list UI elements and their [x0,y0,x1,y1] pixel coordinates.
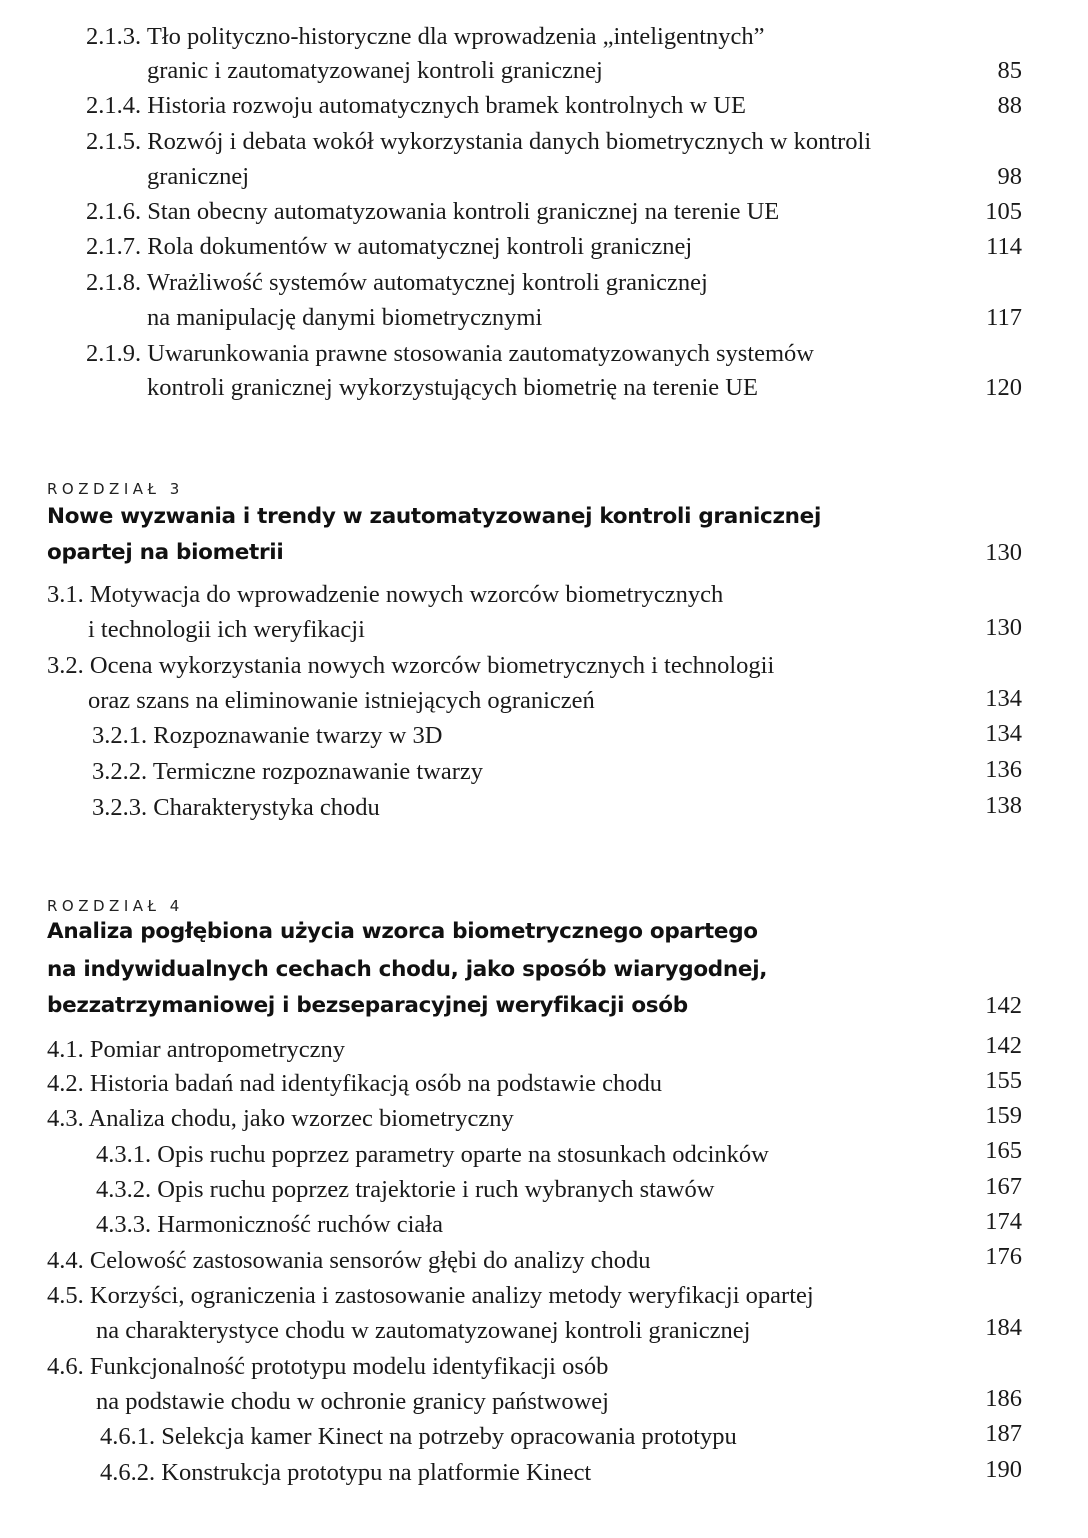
toc-entry-3-2-line-2: oraz szans na eliminowanie istniejących ograniczeń [88,687,595,714]
chapter-4-page: 142 [985,992,1022,1019]
toc-entry-3-2-2-line-1: 3.2.2. Termiczne rozpoznawanie twarzy [92,758,484,785]
toc-entry-4-6-2-page: 190 [985,1456,1022,1483]
toc-entry-3-2-line-1: 3.2. Ocena wykorzystania nowych wzorców biometrycznych i technologii [47,652,775,679]
toc-entry-4-3-page: 159 [985,1102,1022,1129]
toc-entry-3-2-3-line-1: 3.2.3. Charakterystyka chodu [92,794,380,821]
toc-entry-4-5-line-1: 4.5. Korzyści, ograniczenia i zastosowanie analizy metody weryfikacji opartej [47,1282,814,1309]
toc-entry-4-6-line-1: 4.6. Funkcjonalność prototypu modelu identyfikacji osób [47,1353,609,1380]
chapter-4-title-line-3: bezzatrzymaniowej i bezseparacyjnej weryfikacji osób [47,993,688,1018]
toc-entry-2-1-9-line-1: 2.1.9. Uwarunkowania prawne stosowania zautomatyzowanych systemów [86,340,815,367]
toc-entry-4-3-1-line-1: 4.3.1. Opis ruchu poprzez parametry oparte na stosunkach odcinków [96,1141,769,1168]
toc-entry-4-3-2-line-1: 4.3.2. Opis ruchu poprzez trajektorie i ruch wybranych stawów [96,1176,715,1203]
toc-entry-2-1-3-page: 85 [997,57,1022,84]
toc-entry-2-1-8-line-1: 2.1.8. Wrażliwość systemów automatycznej kontroli granicznej [86,269,708,296]
toc-entry-3-1-page: 130 [985,614,1022,641]
chapter-3-page: 130 [985,539,1022,566]
toc-entry-3-2-1-page: 134 [985,720,1022,747]
toc-entry-2-1-9-line-2: kontroli granicznej wykorzystujących biometrię na terenie UE [147,374,758,401]
toc-entry-2-1-3-line-2: granic i zautomatyzowanej kontroli granicznej [147,57,603,84]
toc-entry-4-1-line-1: 4.1. Pomiar antropometryczny [47,1036,346,1063]
toc-entry-2-1-6-page: 105 [985,198,1022,225]
chapter-4-label: ROZDZIAŁ 4 [47,897,184,915]
toc-entry-4-4-page: 176 [985,1243,1022,1270]
toc-entry-2-1-5-line-1: 2.1.5. Rozwój i debata wokół wykorzystania danych biometrycznych w kontroli [86,128,872,155]
toc-entry-4-3-2-page: 167 [985,1173,1022,1200]
toc-entry-2-1-8-page: 117 [986,304,1022,331]
toc-entry-2-1-4-line-1: 2.1.4. Historia rozwoju automatycznych bramek kontrolnych w UE [86,92,746,119]
chapter-4-title-line-1: Analiza pogłębiona użycia wzorca biometrycznego opartego [47,919,758,944]
chapter-3-label: ROZDZIAŁ 3 [47,480,184,498]
toc-entry-3-1-line-2: i technologii ich weryfikacji [88,616,365,643]
toc-entry-4-5-page: 184 [985,1314,1022,1341]
toc-entry-4-3-1-page: 165 [985,1137,1022,1164]
toc-entry-2-1-5-page: 98 [997,163,1022,190]
toc-entry-2-1-9-page: 120 [985,374,1022,401]
toc-entry-4-5-line-2: na charakterystyce chodu w zautomatyzowanej kontroli granicznej [96,1317,751,1344]
toc-entry-2-1-7-page: 114 [986,233,1022,260]
toc-entry-3-2-2-page: 136 [985,756,1022,783]
toc-entry-2-1-4-page: 88 [997,92,1022,119]
chapter-3-title-line-2: opartej na biometrii [47,540,284,565]
toc-entry-2-1-7-line-1: 2.1.7. Rola dokumentów w automatycznej kontroli granicznej [86,233,693,260]
toc-entry-3-2-page: 134 [985,685,1022,712]
toc-entry-4-4-line-1: 4.4. Celowość zastosowania sensorów głębi do analizy chodu [47,1247,651,1274]
chapter-4-title-line-2: na indywidualnych cechach chodu, jako sposób wiarygodnej, [47,957,768,982]
toc-entry-4-3-3-line-1: 4.3.3. Harmoniczność ruchów ciała [96,1211,443,1238]
toc-entry-2-1-8-line-2: na manipulację danymi biometrycznymi [147,304,543,331]
toc-entry-4-6-page: 186 [985,1385,1022,1412]
toc-entry-4-6-1-page: 187 [985,1420,1022,1447]
toc-entry-4-6-2-line-1: 4.6.2. Konstrukcja prototypu na platformie Kinect [100,1459,592,1486]
toc-entry-4-3-3-page: 174 [985,1208,1022,1235]
toc-entry-3-2-1-line-1: 3.2.1. Rozpoznawanie twarzy w 3D [92,722,443,749]
toc-entry-3-1-line-1: 3.1. Motywacja do wprowadzenie nowych wzorców biometrycznych [47,581,724,608]
toc-entry-4-2-line-1: 4.2. Historia badań nad identyfikacją osób na podstawie chodu [47,1070,663,1097]
toc-entry-2-1-6-line-1: 2.1.6. Stan obecny automatyzowania kontroli granicznej na terenie UE [86,198,780,225]
toc-entry-4-6-line-2: na podstawie chodu w ochronie granicy państwowej [96,1388,609,1415]
toc-entry-4-6-1-line-1: 4.6.1. Selekcja kamer Kinect na potrzeby opracowania prototypu [100,1423,737,1450]
chapter-3-title-line-1: Nowe wyzwania i trendy w zautomatyzowanej kontroli granicznej [47,504,822,529]
toc-entry-2-1-3-line-1: 2.1.3. Tło polityczno-historyczne dla wprowadzenia „inteligentnych” [86,23,765,50]
toc-entry-4-2-page: 155 [985,1067,1022,1094]
toc-entry-2-1-5-line-2: granicznej [147,163,250,190]
toc-entry-4-3-line-1: 4.3. Analiza chodu, jako wzorzec biometryczny [47,1105,514,1132]
toc-entry-3-2-3-page: 138 [985,792,1022,819]
toc-entry-4-1-page: 142 [985,1032,1022,1059]
